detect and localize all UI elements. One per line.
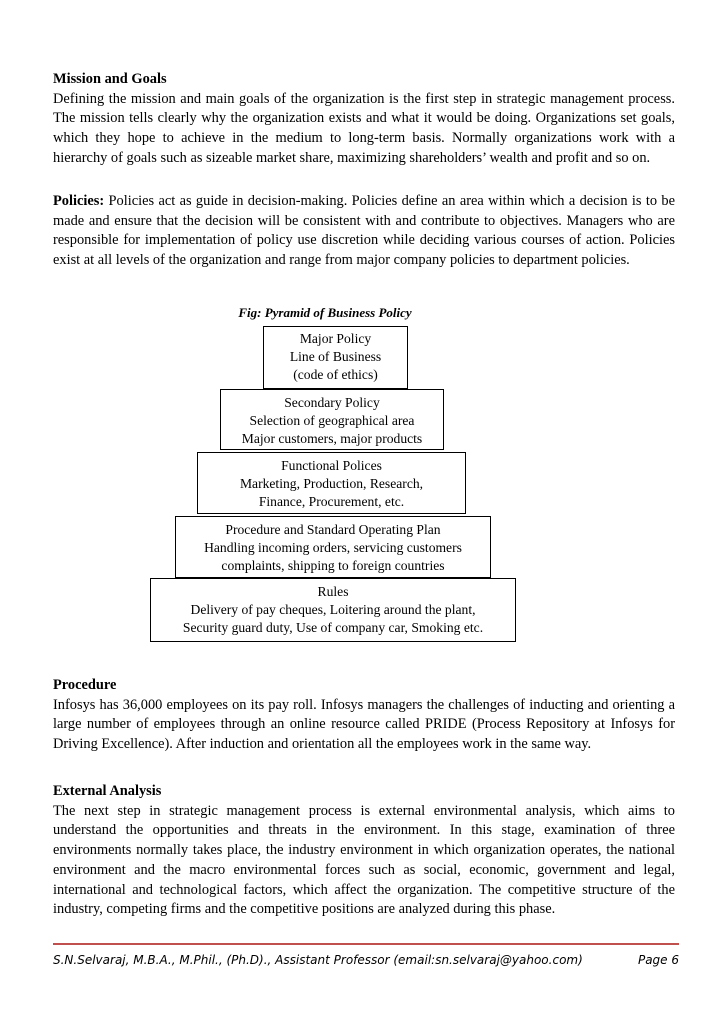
footer-divider	[53, 943, 679, 945]
pyramid-line: Line of Business	[289, 349, 382, 364]
figure-caption: Fig: Pyramid of Business Policy	[238, 305, 412, 320]
pyramid-line: Handling incoming orders, servicing customers	[204, 540, 462, 555]
pyramid-level-major-policy	[263, 326, 408, 389]
procedure-heading: Procedure	[53, 677, 117, 693]
mission-heading: Mission and Goals	[53, 71, 167, 87]
pyramid-level-procedure	[175, 516, 491, 578]
pyramid-line: Delivery of pay cheques, Loitering around the plant,	[190, 602, 476, 617]
pyramid-line: Finance, Procurement, etc.	[258, 494, 405, 509]
pyramid-line: Selection of geographical area	[249, 413, 415, 428]
pyramid-level-functional-policies	[197, 452, 466, 514]
pyramid-line: Secondary Policy	[284, 395, 380, 410]
policies-heading: Policies:	[53, 193, 105, 209]
policies-text: Policies act as guide in decision-making. Policies define an area within which a decision is to be made and ensure that the decision will be consistent with and contribute to objectives. Managers who are responsible for implementation of policy use discretion while deciding various courses of action. Policies exist at all levels of the organization and range from major company policies to department policies.	[53, 193, 675, 269]
page-number: Page 6	[637, 953, 679, 967]
procedure-section	[53, 676, 675, 755]
pyramid-level-rules	[150, 578, 516, 642]
pyramid-line: Functional Polices	[281, 458, 382, 473]
policies-section	[53, 192, 675, 271]
external-analysis-text: The next step in strategic management process is external environmental analysis, which aims to understand the opportunities and threats in the environment. In this stage, examination of three environments normally takes place, the industry environment in which organization operates, the national environment and the macro environmental forces such as social, economic, government and legal, international and technological factors, which affect the organization. The competitive structure of the industry, competing firms and the competitive positions are analyzed during this phase.	[53, 802, 675, 918]
mission-section	[53, 70, 675, 169]
pyramid-line: Major Policy	[299, 331, 372, 346]
footer-author: S.N.Selvaraj, M.B.A., M.Phil., (Ph.D)., Assistant Professor (email:sn.selvaraj@yahoo.com)	[53, 953, 583, 967]
procedure-text: Infosys has 36,000 employees on its pay roll. Infosys managers the challenges of inducting and orienting a large number of employees through an online resource called PRIDE (Process Repository at Infosys for Driving Excellence). After induction and orientation all the employees work in the same way.	[53, 696, 675, 753]
pyramid-line: Marketing, Production, Research,	[239, 476, 424, 491]
mission-text: Defining the mission and main goals of the organization is the first step in strategic management process. The mission tells clearly why the organization exists and what it would be doing. Organizations set goals, which they hope to achieve in the medium to long-term basis. Normally organizations work with a hierarchy of goals such as sizeable market share, maximizing shareholders’ wealth and profit and so on.	[53, 90, 675, 166]
pyramid-line: Procedure and Standard Operating Plan	[225, 522, 441, 537]
pyramid-line: complaints, shipping to foreign countries	[221, 558, 445, 573]
external-analysis-section	[53, 782, 675, 920]
pyramid-line: Major customers, major products	[241, 431, 423, 446]
pyramid-line: Rules	[317, 584, 349, 599]
pyramid-line: (code of ethics)	[293, 367, 378, 382]
pyramid-line: Security guard duty, Use of company car, Smoking etc.	[182, 620, 484, 635]
external-analysis-heading: External Analysis	[53, 783, 162, 799]
pyramid-level-secondary-policy	[220, 389, 444, 450]
